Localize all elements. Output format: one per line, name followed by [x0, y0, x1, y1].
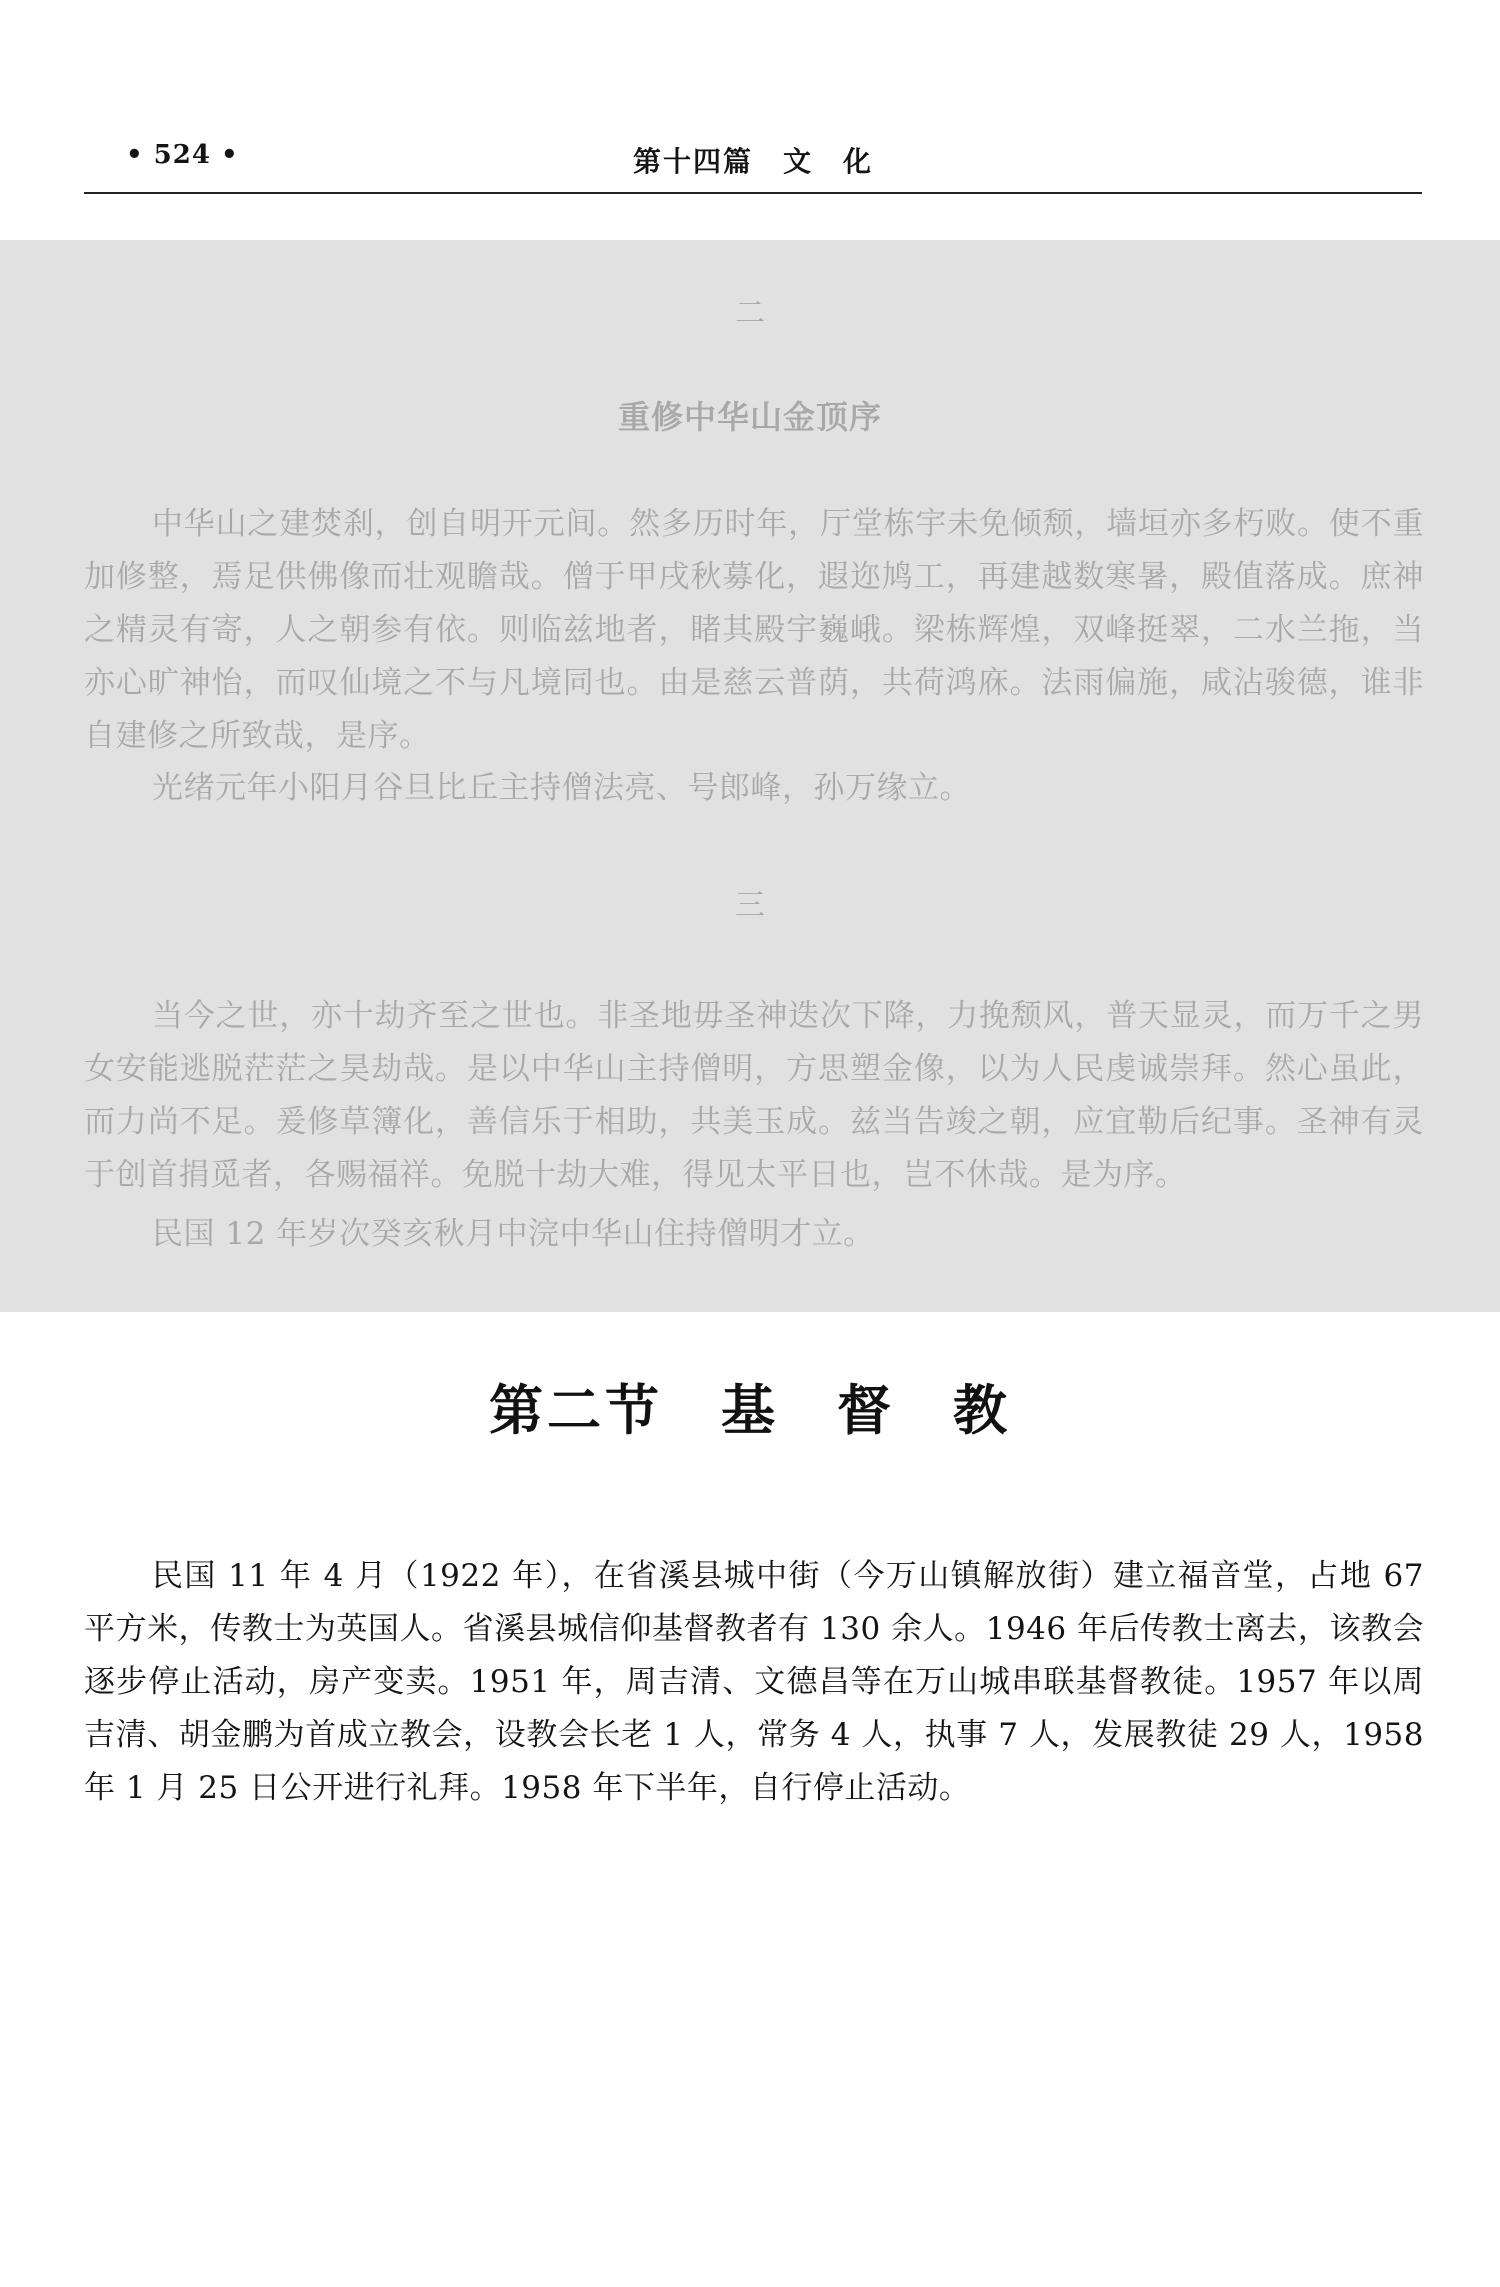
- section-paragraph: 民国 11 年 4 月（1922 年），在省溪县城中街（今万山镇解放街）建立福音堂，占地 67 平方米，传教士为英国人。省溪县城信仰基督教者有 130 余人。1946 年后传教士离去，该教会逐步停止活动，房产变卖。1951 年，周吉清、文德昌等在万山城串联基督教徒。1957 年以周吉清、胡金鹏为首成立教会，设教会长老 1 人，常务 4 人，执事 7 人，发展教徒 29 人，1958 年 1 月 25 日公开进行礼拜。1958 年下半年，自行停止活动。: [84, 1558, 1424, 1806]
- part-3-signature: 民国 12 年岁次癸亥秋月中浣中华山住持僧明才立。: [152, 1216, 875, 1252]
- shaded-excerpt-block: [0, 240, 1500, 1312]
- part-number-3: 三: [735, 888, 765, 923]
- page-number: • 524 •: [126, 140, 239, 170]
- part-3-paragraph: 当今之世，亦十劫齐至之世也。非圣地毋圣神迭次下降，力挽颓风，普天显灵，而万千之男女安能逃脱茫茫之昊劫哉。是以中华山主持僧明，方思塑金像，以为人民虔诚崇拜。然心虽此，而力尚不足。爰修草簿化，善信乐于相助，共美玉成。兹当告竣之朝，应宜勒后纪事。圣神有灵于创首捐觅者，各赐福祥。免脱十劫大难，得见太平日也，岂不休哉。是为序。: [84, 998, 1424, 1193]
- part-2-signature: 光绪元年小阳月谷旦比丘主持僧法亮、号郎峰，孙万缘立。: [152, 770, 971, 806]
- part-2-title: 重修中华山金顶序: [617, 398, 882, 436]
- section-title: 第二节 基 督 教: [489, 1379, 1011, 1442]
- running-head: 第十四篇 文 化: [632, 145, 873, 178]
- part-number-2: 二: [735, 296, 765, 331]
- part-2-paragraph: 中华山之建焚刹，创自明开元间。然多历时年，厅堂栋宇未免倾颓，墙垣亦多朽败。使不重加修整，焉足供佛像而壮观瞻哉。僧于甲戌秋募化，遐迩鸠工，再建越数寒暑，殿值落成。庶神之精灵有寄，人之朝参有依。则临兹地者，睹其殿宇巍峨。梁栋辉煌，双峰挺翠，二水兰拖，当亦心旷神怡，而叹仙境之不与凡境同也。由是慈云普荫，共荷鸿庥。法雨偏施，咸沾骏德，谁非自建修之所致哉，是序。: [84, 506, 1424, 754]
- page-header: [84, 140, 1422, 194]
